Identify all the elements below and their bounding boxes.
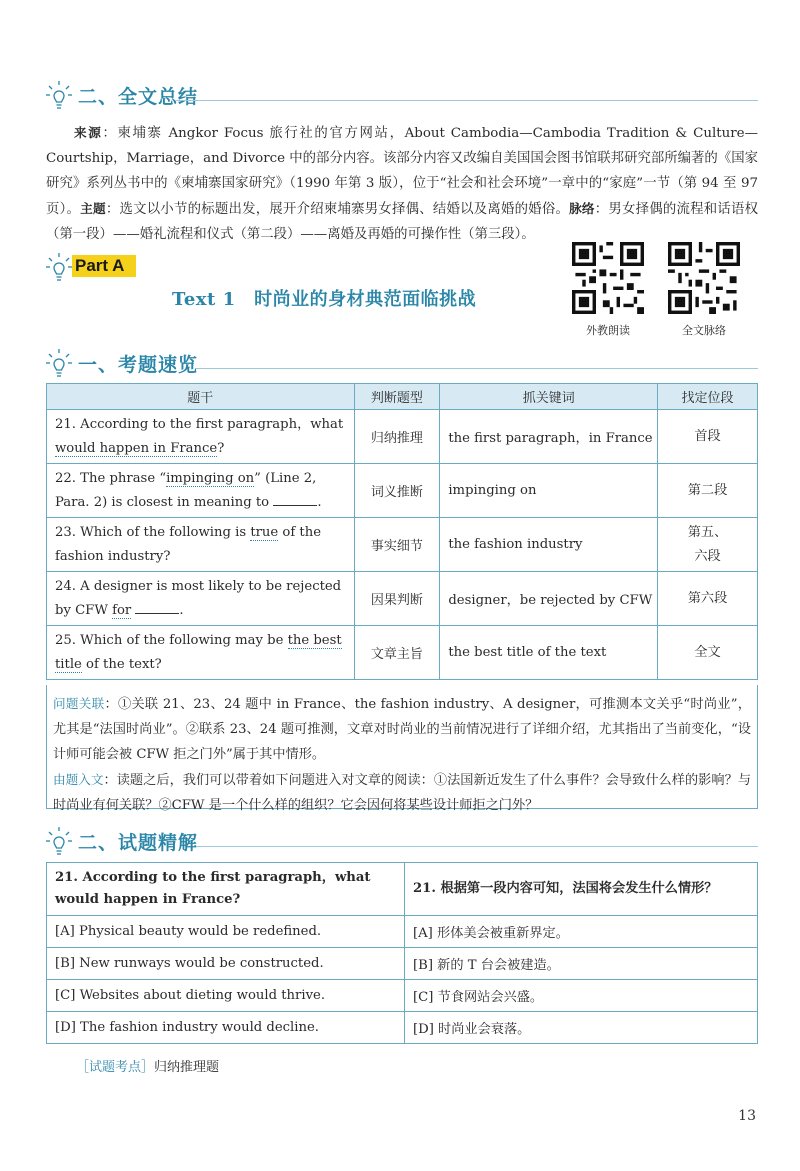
question-row <box>47 863 758 916</box>
option-en: [B] New runways would be constructed. <box>47 948 405 980</box>
summary-paragraph <box>46 120 758 247</box>
question-stem: 23. Which of the following is true of the fashion industry? <box>47 518 355 572</box>
link-paragraph-1: 问题关联：①关联 21、23、24 题中 in France、the fashion industry、A designer，可推测本文关乎“时尚业”，尤其是“法国时尚业”。②联系 23、24 题可推测，文章对时尚业的当前情况进行了详细介绍，尤其指出了当前变化，“设计师可能会被 CFW 拒之门外”属于其中情形。 <box>53 696 751 762</box>
question-en: 21. According to the first paragraph，what would happen in France? <box>47 863 405 916</box>
page-number: 13 <box>738 1108 756 1124</box>
question-overview-table <box>46 383 758 680</box>
header-location: 找定位段 <box>658 384 758 410</box>
lightbulb-icon <box>46 80 72 110</box>
table-row <box>47 572 758 626</box>
part-label: Part A <box>72 255 136 277</box>
section-divider <box>196 846 758 847</box>
header-stem: 题干 <box>47 384 355 410</box>
context-text: ：男女择偶的流程和话语权（第一段）——婚礼流程和仪式（第二段）——离婚及再婚的可操作性（第三段）。 <box>46 202 759 242</box>
lightbulb-icon <box>46 348 72 378</box>
section-header-summary <box>46 80 198 110</box>
option-en: [C] Websites about dieting would thrive. <box>47 980 405 1012</box>
section-header-overview <box>46 348 198 378</box>
qr-code-outline[interactable] <box>668 242 740 314</box>
table-row <box>47 464 758 518</box>
lightbulb-icon <box>46 252 72 282</box>
question-location: 第五、六段 <box>658 518 758 572</box>
question-keywords: the best title of the text <box>440 626 658 680</box>
text-title: Text 1 时尚业的身材典范面临挑战 <box>172 289 477 310</box>
option-row <box>47 980 758 1012</box>
question-stem: 25. Which of the following may be the best title of the text? <box>47 626 355 680</box>
table-header-row <box>47 384 758 410</box>
option-en: [A] Physical beauty would be redefined. <box>47 916 405 948</box>
question-location: 首段 <box>658 410 758 464</box>
question-location: 第六段 <box>658 572 758 626</box>
option-zh: [A] 形体美会被重新界定。 <box>405 916 758 948</box>
question-location: 第二段 <box>658 464 758 518</box>
link-paragraph-2: 由题入文：读题之后，我们可以带着如下问题进入对文章的阅读：①法国新近发生了什么事件？会导致什么样的影响？与时尚业有何关联？②CFW 是一个什么样的组织？它会因何将某些设计师拒之门外？ <box>53 772 752 813</box>
question-link-box <box>46 685 758 813</box>
section-divider <box>176 100 758 101</box>
source-text: ：柬埔寨 Angkor Focus 旅行社的官方网站，About Cambodia—Cambodia Tradition & Culture—Courtship，Marriage，and Divorce 中的部分内容。该部分内容又改编自美国国会图书馆联邦研究部所编著的《国家研究》系列丛书中的《柬埔寨国家研究》（1990 年第 3 版），位于“社会和社会环境”一章中的“家庭”一节（第 94 至 97 页）。 <box>46 126 758 217</box>
question-location: 全文 <box>658 626 758 680</box>
test-point-text: 归纳推理题 <box>154 1060 220 1075</box>
link-label: 问题关联 <box>53 696 105 711</box>
section-divider <box>196 368 758 369</box>
question-type: 文章主旨 <box>354 626 440 680</box>
section-title: 二、全文总结 <box>78 85 199 108</box>
question-keywords: designer，be rejected by CFW <box>440 572 658 626</box>
question-type: 归纳推理 <box>354 410 440 464</box>
table-row <box>47 518 758 572</box>
question-detail-table <box>46 862 758 1044</box>
option-row <box>47 1012 758 1044</box>
question-stem: 24. A designer is most likely to be rejected by CFW for . <box>47 572 355 626</box>
lightbulb-icon <box>46 826 72 856</box>
option-row <box>47 948 758 980</box>
section-title: 二、试题精解 <box>78 831 199 854</box>
source-label: 来源 <box>74 125 103 140</box>
qr-code-reading[interactable] <box>572 242 644 314</box>
question-type: 因果判断 <box>354 572 440 626</box>
theme-label: 主题 <box>80 201 106 216</box>
context-label: 脉络 <box>569 201 595 216</box>
table-row <box>47 410 758 464</box>
question-type: 事实细节 <box>354 518 440 572</box>
qr-label-reading: 外教朗读 <box>586 324 630 337</box>
option-row <box>47 916 758 948</box>
header-type: 判断题型 <box>354 384 440 410</box>
link-label: 由题入文 <box>53 772 104 787</box>
theme-text: ：选文以小节的标题出发，展开介绍柬埔寨男女择偶、结婚以及离婚的婚俗。 <box>105 202 570 217</box>
test-point-label: ［试题考点］ <box>76 1060 155 1075</box>
question-zh: 21. 根据第一段内容可知，法国将会发生什么情形？ <box>405 863 758 916</box>
option-zh: [D] 时尚业会衰落。 <box>405 1012 758 1044</box>
option-en: [D] The fashion industry would decline. <box>47 1012 405 1044</box>
question-type: 词义推断 <box>354 464 440 518</box>
section-title: 一、考题速览 <box>78 353 199 376</box>
question-keywords: the first paragraph，in France <box>440 410 658 464</box>
qr-label-outline: 全文脉络 <box>682 324 726 337</box>
question-keywords: the fashion industry <box>440 518 658 572</box>
question-stem: 21. According to the first paragraph，what would happen in France? <box>47 410 355 464</box>
table-row <box>47 626 758 680</box>
header-keywords: 抓关键词 <box>440 384 658 410</box>
option-zh: [C] 节食网站会兴盛。 <box>405 980 758 1012</box>
section-header-analysis <box>46 826 198 856</box>
question-keywords: impinging on <box>440 464 658 518</box>
question-stem: 22. The phrase “impinging on” (Line 2, Para. 2) is closest in meaning to . <box>47 464 355 518</box>
test-point-note <box>76 1056 219 1075</box>
option-zh: [B] 新的 T 台会被建造。 <box>405 948 758 980</box>
